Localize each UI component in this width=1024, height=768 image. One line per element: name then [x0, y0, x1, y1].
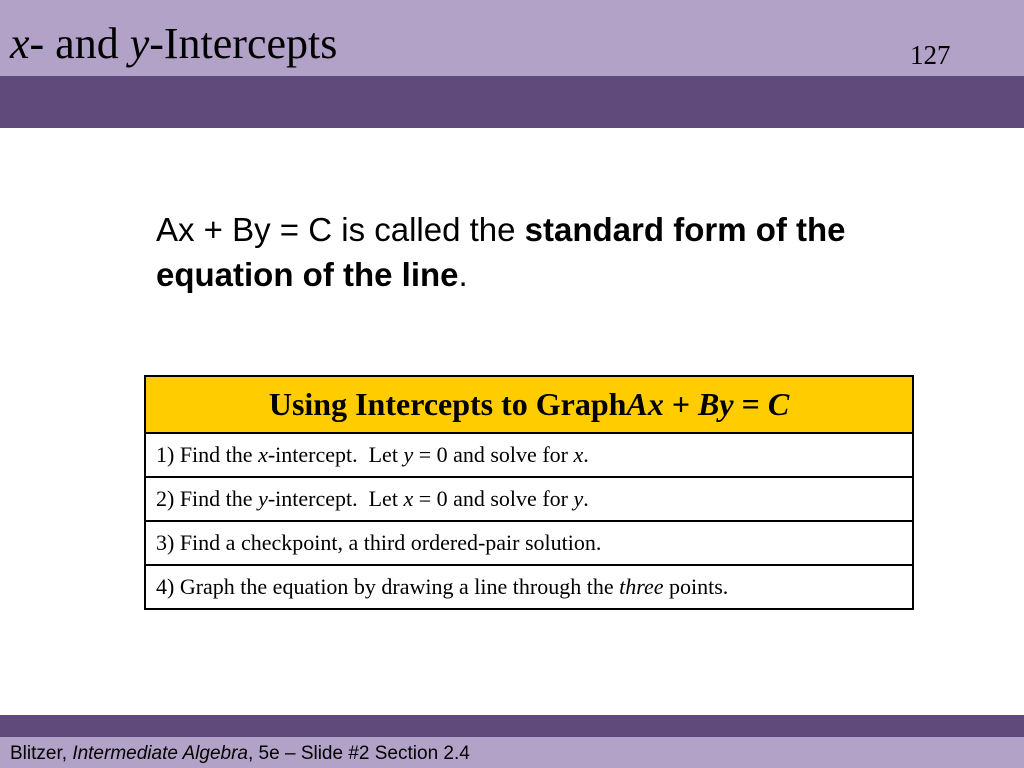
row-text: points. — [663, 574, 729, 599]
table-row — [146, 522, 912, 566]
header-ax: Ax — [626, 386, 664, 422]
intro-bold: standard form of the equation of the line — [156, 211, 846, 293]
row-text: = 0 and solve for — [413, 442, 574, 467]
footer-book: Intermediate Algebra — [72, 743, 248, 764]
title-end: -Intercepts — [149, 19, 338, 68]
footer-rest: , 5e – Slide #2 Section 2.4 — [248, 743, 470, 764]
row-var: y — [573, 486, 584, 511]
header-eq: = — [733, 386, 768, 422]
row-text: 4) Graph the equation by drawing a line through the — [156, 574, 620, 599]
row-text: 3) Find a checkpoint, a third ordered-pair solution. — [156, 530, 602, 555]
footer-author: Blitzer, — [10, 743, 73, 764]
header-plain: Using Intercepts to Graph — [268, 386, 627, 422]
row-text: 2) Find the — [156, 486, 259, 511]
row-text: -intercept. Let — [267, 486, 404, 511]
row-var: y — [403, 442, 414, 467]
row-var: x — [573, 442, 584, 467]
title-x: x — [10, 19, 30, 68]
slide-title — [10, 19, 338, 68]
row-text: = 0 and solve for — [413, 486, 574, 511]
title-y: y — [129, 19, 150, 68]
row-text: 1) Find the — [156, 442, 259, 467]
table-row — [146, 566, 912, 608]
row-text: . — [583, 486, 589, 511]
row-text: . — [583, 442, 589, 467]
title-stripe — [0, 76, 1024, 128]
footer-stripe — [0, 715, 1024, 737]
footer-citation — [10, 743, 470, 765]
steps-table — [144, 375, 914, 610]
table-row — [146, 478, 912, 522]
intro-paragraph — [156, 207, 886, 297]
row-var: x — [258, 442, 268, 467]
row-text: -intercept. Let — [267, 442, 404, 467]
intro-plain: Ax + By = C is called the — [156, 211, 525, 248]
row-var: y — [258, 486, 268, 511]
header-c: C — [767, 386, 790, 422]
header-plus: + — [663, 386, 699, 422]
table-header — [146, 377, 912, 434]
title-mid: - and — [29, 19, 130, 68]
intro-end: . — [458, 256, 468, 293]
row-emphasis: three — [619, 574, 664, 599]
header-by: By — [698, 386, 734, 422]
row-var: x — [403, 486, 414, 511]
slide-number: 127 — [910, 40, 951, 70]
table-row — [146, 434, 912, 478]
